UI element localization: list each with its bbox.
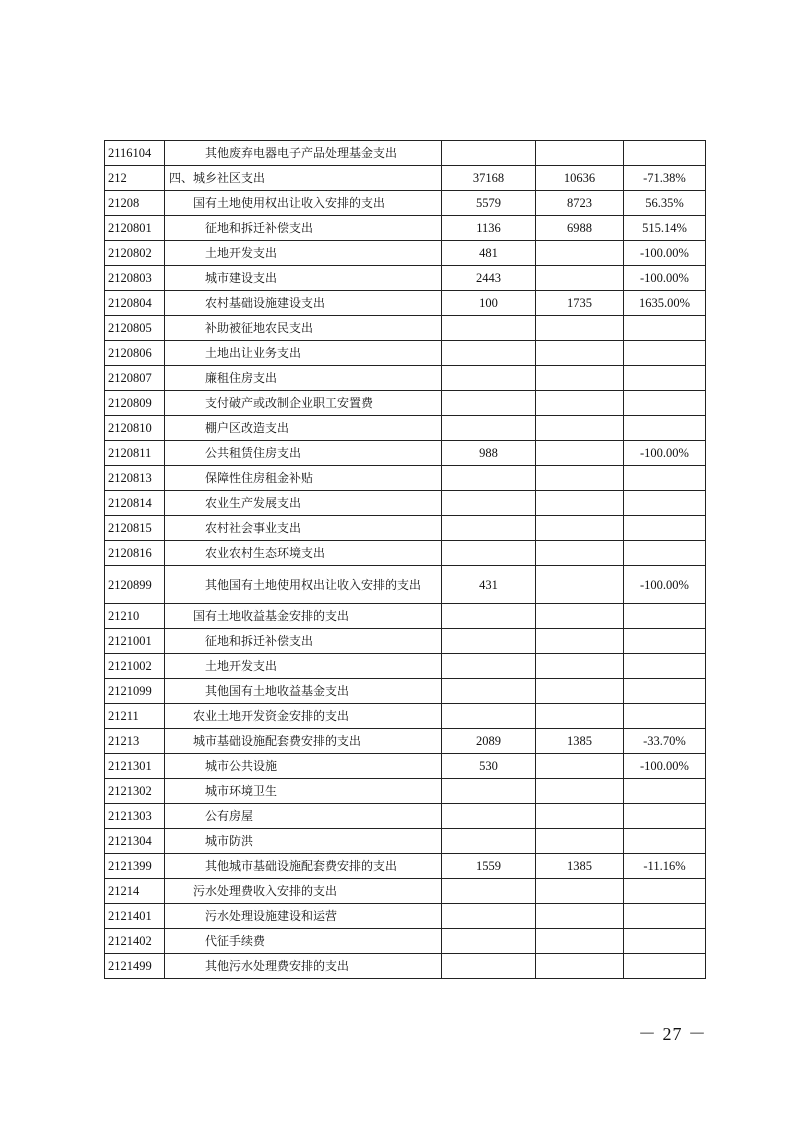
table-row [105, 604, 706, 629]
cell-amount-previous [442, 366, 536, 391]
cell-account-name: 其他污水处理费安排的支出 [165, 954, 442, 979]
table-row [105, 316, 706, 341]
table-row [105, 954, 706, 979]
cell-change-percent [624, 141, 706, 166]
cell-account-code: 21208 [105, 191, 165, 216]
cell-amount-previous: 1136 [442, 216, 536, 241]
cell-amount-current [536, 441, 624, 466]
budget-expenditure-table [104, 140, 706, 979]
cell-account-name: 征地和拆迁补偿支出 [165, 629, 442, 654]
cell-amount-previous [442, 516, 536, 541]
cell-amount-current [536, 929, 624, 954]
cell-amount-current [536, 316, 624, 341]
cell-account-name: 征地和拆迁补偿支出 [165, 216, 442, 241]
cell-account-code: 2116104 [105, 141, 165, 166]
cell-change-percent [624, 829, 706, 854]
cell-change-percent [624, 804, 706, 829]
cell-change-percent [624, 879, 706, 904]
cell-amount-current [536, 466, 624, 491]
cell-amount-previous: 1559 [442, 854, 536, 879]
cell-account-name: 国有土地收益基金安排的支出 [165, 604, 442, 629]
cell-amount-current [536, 541, 624, 566]
table-row [105, 779, 706, 804]
table-row [105, 541, 706, 566]
cell-amount-current [536, 366, 624, 391]
cell-change-percent: -100.00% [624, 754, 706, 779]
cell-account-code: 2121304 [105, 829, 165, 854]
cell-change-percent [624, 929, 706, 954]
cell-amount-previous [442, 654, 536, 679]
table-row [105, 929, 706, 954]
cell-account-name: 土地开发支出 [165, 654, 442, 679]
cell-amount-current: 8723 [536, 191, 624, 216]
cell-account-code: 2121001 [105, 629, 165, 654]
cell-change-percent [624, 466, 706, 491]
cell-amount-previous: 100 [442, 291, 536, 316]
cell-account-code: 2120810 [105, 416, 165, 441]
cell-amount-previous [442, 541, 536, 566]
cell-amount-previous: 37168 [442, 166, 536, 191]
table-row [105, 629, 706, 654]
cell-account-code: 2120816 [105, 541, 165, 566]
cell-account-name: 农业生产发展支出 [165, 491, 442, 516]
cell-amount-current: 6988 [536, 216, 624, 241]
cell-change-percent [624, 341, 706, 366]
cell-account-code: 2120809 [105, 391, 165, 416]
cell-change-percent: -100.00% [624, 266, 706, 291]
cell-change-percent [624, 316, 706, 341]
table-row [105, 566, 706, 604]
cell-account-code: 2121302 [105, 779, 165, 804]
cell-amount-previous [442, 829, 536, 854]
cell-account-code: 2121401 [105, 904, 165, 929]
cell-change-percent: -100.00% [624, 241, 706, 266]
cell-account-code: 2120811 [105, 441, 165, 466]
table-row [105, 241, 706, 266]
table-row [105, 441, 706, 466]
cell-amount-previous: 431 [442, 566, 536, 604]
cell-change-percent: -100.00% [624, 566, 706, 604]
cell-account-name: 污水处理设施建设和运营 [165, 904, 442, 929]
cell-amount-previous: 2089 [442, 729, 536, 754]
cell-amount-current: 1385 [536, 729, 624, 754]
cell-account-code: 2120813 [105, 466, 165, 491]
table-body [105, 141, 706, 979]
cell-amount-current [536, 829, 624, 854]
cell-account-name: 城市公共设施 [165, 754, 442, 779]
cell-amount-previous [442, 604, 536, 629]
table-row [105, 266, 706, 291]
cell-amount-current [536, 654, 624, 679]
cell-change-percent [624, 904, 706, 929]
cell-account-code: 2120801 [105, 216, 165, 241]
cell-change-percent [624, 654, 706, 679]
cell-amount-current [536, 391, 624, 416]
cell-change-percent: -11.16% [624, 854, 706, 879]
cell-amount-previous: 481 [442, 241, 536, 266]
cell-account-name: 土地开发支出 [165, 241, 442, 266]
cell-account-name: 城市建设支出 [165, 266, 442, 291]
cell-amount-previous [442, 341, 536, 366]
cell-account-name: 污水处理费收入安排的支出 [165, 879, 442, 904]
cell-amount-previous [442, 466, 536, 491]
table-row [105, 804, 706, 829]
cell-account-name: 城市防洪 [165, 829, 442, 854]
cell-amount-previous [442, 954, 536, 979]
cell-account-name: 城市基础设施配套费安排的支出 [165, 729, 442, 754]
cell-amount-previous [442, 879, 536, 904]
table-row [105, 341, 706, 366]
cell-amount-current [536, 629, 624, 654]
cell-account-name: 国有土地使用权出让收入安排的支出 [165, 191, 442, 216]
cell-account-code: 21211 [105, 704, 165, 729]
table-row [105, 366, 706, 391]
cell-amount-previous [442, 491, 536, 516]
cell-account-name: 农业农村生态环境支出 [165, 541, 442, 566]
table-row [105, 391, 706, 416]
cell-account-name: 棚户区改造支出 [165, 416, 442, 441]
cell-change-percent [624, 391, 706, 416]
cell-amount-current [536, 779, 624, 804]
page-number: － 27 － [638, 1024, 707, 1044]
cell-account-name: 农村社会事业支出 [165, 516, 442, 541]
cell-amount-previous: 2443 [442, 266, 536, 291]
cell-account-code: 2120899 [105, 566, 165, 604]
cell-account-name: 公有房屋 [165, 804, 442, 829]
cell-amount-previous [442, 804, 536, 829]
cell-account-name: 其他国有土地使用权出让收入安排的支出 [165, 566, 442, 604]
table-row [105, 729, 706, 754]
cell-amount-current: 1385 [536, 854, 624, 879]
cell-change-percent [624, 416, 706, 441]
cell-amount-current [536, 341, 624, 366]
cell-change-percent [624, 516, 706, 541]
cell-change-percent [624, 541, 706, 566]
cell-account-code: 21210 [105, 604, 165, 629]
cell-amount-current: 1735 [536, 291, 624, 316]
cell-account-name: 代征手续费 [165, 929, 442, 954]
cell-account-code: 2120806 [105, 341, 165, 366]
table-row [105, 141, 706, 166]
cell-account-code: 2121301 [105, 754, 165, 779]
cell-account-name: 城市环境卫生 [165, 779, 442, 804]
cell-change-percent: 1635.00% [624, 291, 706, 316]
cell-account-code: 2121002 [105, 654, 165, 679]
cell-amount-current [536, 954, 624, 979]
cell-amount-current [536, 879, 624, 904]
cell-account-code: 2120805 [105, 316, 165, 341]
cell-account-code: 2120815 [105, 516, 165, 541]
cell-account-code: 2121099 [105, 679, 165, 704]
cell-amount-current [536, 241, 624, 266]
cell-account-code: 21213 [105, 729, 165, 754]
cell-amount-current [536, 141, 624, 166]
table-row [105, 854, 706, 879]
table-row [105, 166, 706, 191]
cell-change-percent [624, 954, 706, 979]
cell-amount-previous [442, 779, 536, 804]
cell-account-name: 保障性住房租金补贴 [165, 466, 442, 491]
cell-change-percent: -71.38% [624, 166, 706, 191]
cell-change-percent [624, 779, 706, 804]
cell-account-name: 廉租住房支出 [165, 366, 442, 391]
cell-amount-current [536, 679, 624, 704]
table-row [105, 879, 706, 904]
cell-amount-previous [442, 416, 536, 441]
cell-change-percent: -33.70% [624, 729, 706, 754]
cell-account-code: 2120802 [105, 241, 165, 266]
table-row [105, 654, 706, 679]
cell-amount-previous: 988 [442, 441, 536, 466]
cell-account-code: 2120814 [105, 491, 165, 516]
cell-amount-previous: 530 [442, 754, 536, 779]
cell-amount-previous [442, 904, 536, 929]
cell-amount-current [536, 604, 624, 629]
cell-change-percent [624, 491, 706, 516]
cell-amount-previous: 5579 [442, 191, 536, 216]
cell-amount-current [536, 704, 624, 729]
cell-amount-previous [442, 704, 536, 729]
cell-amount-previous [442, 391, 536, 416]
cell-change-percent: 515.14% [624, 216, 706, 241]
table-row [105, 216, 706, 241]
cell-account-code: 2121303 [105, 804, 165, 829]
cell-account-name: 其他国有土地收益基金支出 [165, 679, 442, 704]
cell-account-code: 2121402 [105, 929, 165, 954]
cell-change-percent [624, 366, 706, 391]
table-row [105, 704, 706, 729]
cell-account-name: 公共租赁住房支出 [165, 441, 442, 466]
table-row [105, 416, 706, 441]
table-row [105, 491, 706, 516]
cell-account-code: 2120803 [105, 266, 165, 291]
cell-account-code: 2120804 [105, 291, 165, 316]
cell-amount-current [536, 491, 624, 516]
cell-amount-previous [442, 929, 536, 954]
cell-amount-previous [442, 316, 536, 341]
table-row [105, 754, 706, 779]
cell-amount-previous [442, 629, 536, 654]
cell-account-code: 212 [105, 166, 165, 191]
cell-account-name: 其他废弃电器电子产品处理基金支出 [165, 141, 442, 166]
cell-change-percent [624, 704, 706, 729]
cell-change-percent [624, 604, 706, 629]
cell-account-name: 农业土地开发资金安排的支出 [165, 704, 442, 729]
table-row [105, 191, 706, 216]
table-row [105, 904, 706, 929]
cell-change-percent [624, 679, 706, 704]
cell-amount-current [536, 416, 624, 441]
cell-amount-current [536, 266, 624, 291]
cell-account-name: 农村基础设施建设支出 [165, 291, 442, 316]
cell-account-name: 四、城乡社区支出 [165, 166, 442, 191]
table-row [105, 516, 706, 541]
table-row [105, 466, 706, 491]
cell-account-name: 补助被征地农民支出 [165, 316, 442, 341]
cell-amount-current [536, 804, 624, 829]
cell-account-code: 2120807 [105, 366, 165, 391]
table-row [105, 679, 706, 704]
cell-amount-current: 10636 [536, 166, 624, 191]
cell-account-name: 支付破产或改制企业职工安置费 [165, 391, 442, 416]
cell-amount-current [536, 566, 624, 604]
cell-account-code: 2121499 [105, 954, 165, 979]
cell-change-percent: 56.35% [624, 191, 706, 216]
table-row [105, 829, 706, 854]
cell-amount-current [536, 754, 624, 779]
cell-account-code: 2121399 [105, 854, 165, 879]
cell-amount-previous [442, 141, 536, 166]
table-row [105, 291, 706, 316]
cell-change-percent: -100.00% [624, 441, 706, 466]
cell-account-name: 其他城市基础设施配套费安排的支出 [165, 854, 442, 879]
cell-account-code: 21214 [105, 879, 165, 904]
cell-amount-current [536, 516, 624, 541]
cell-change-percent [624, 629, 706, 654]
cell-amount-previous [442, 679, 536, 704]
cell-account-name: 土地出让业务支出 [165, 341, 442, 366]
cell-amount-current [536, 904, 624, 929]
